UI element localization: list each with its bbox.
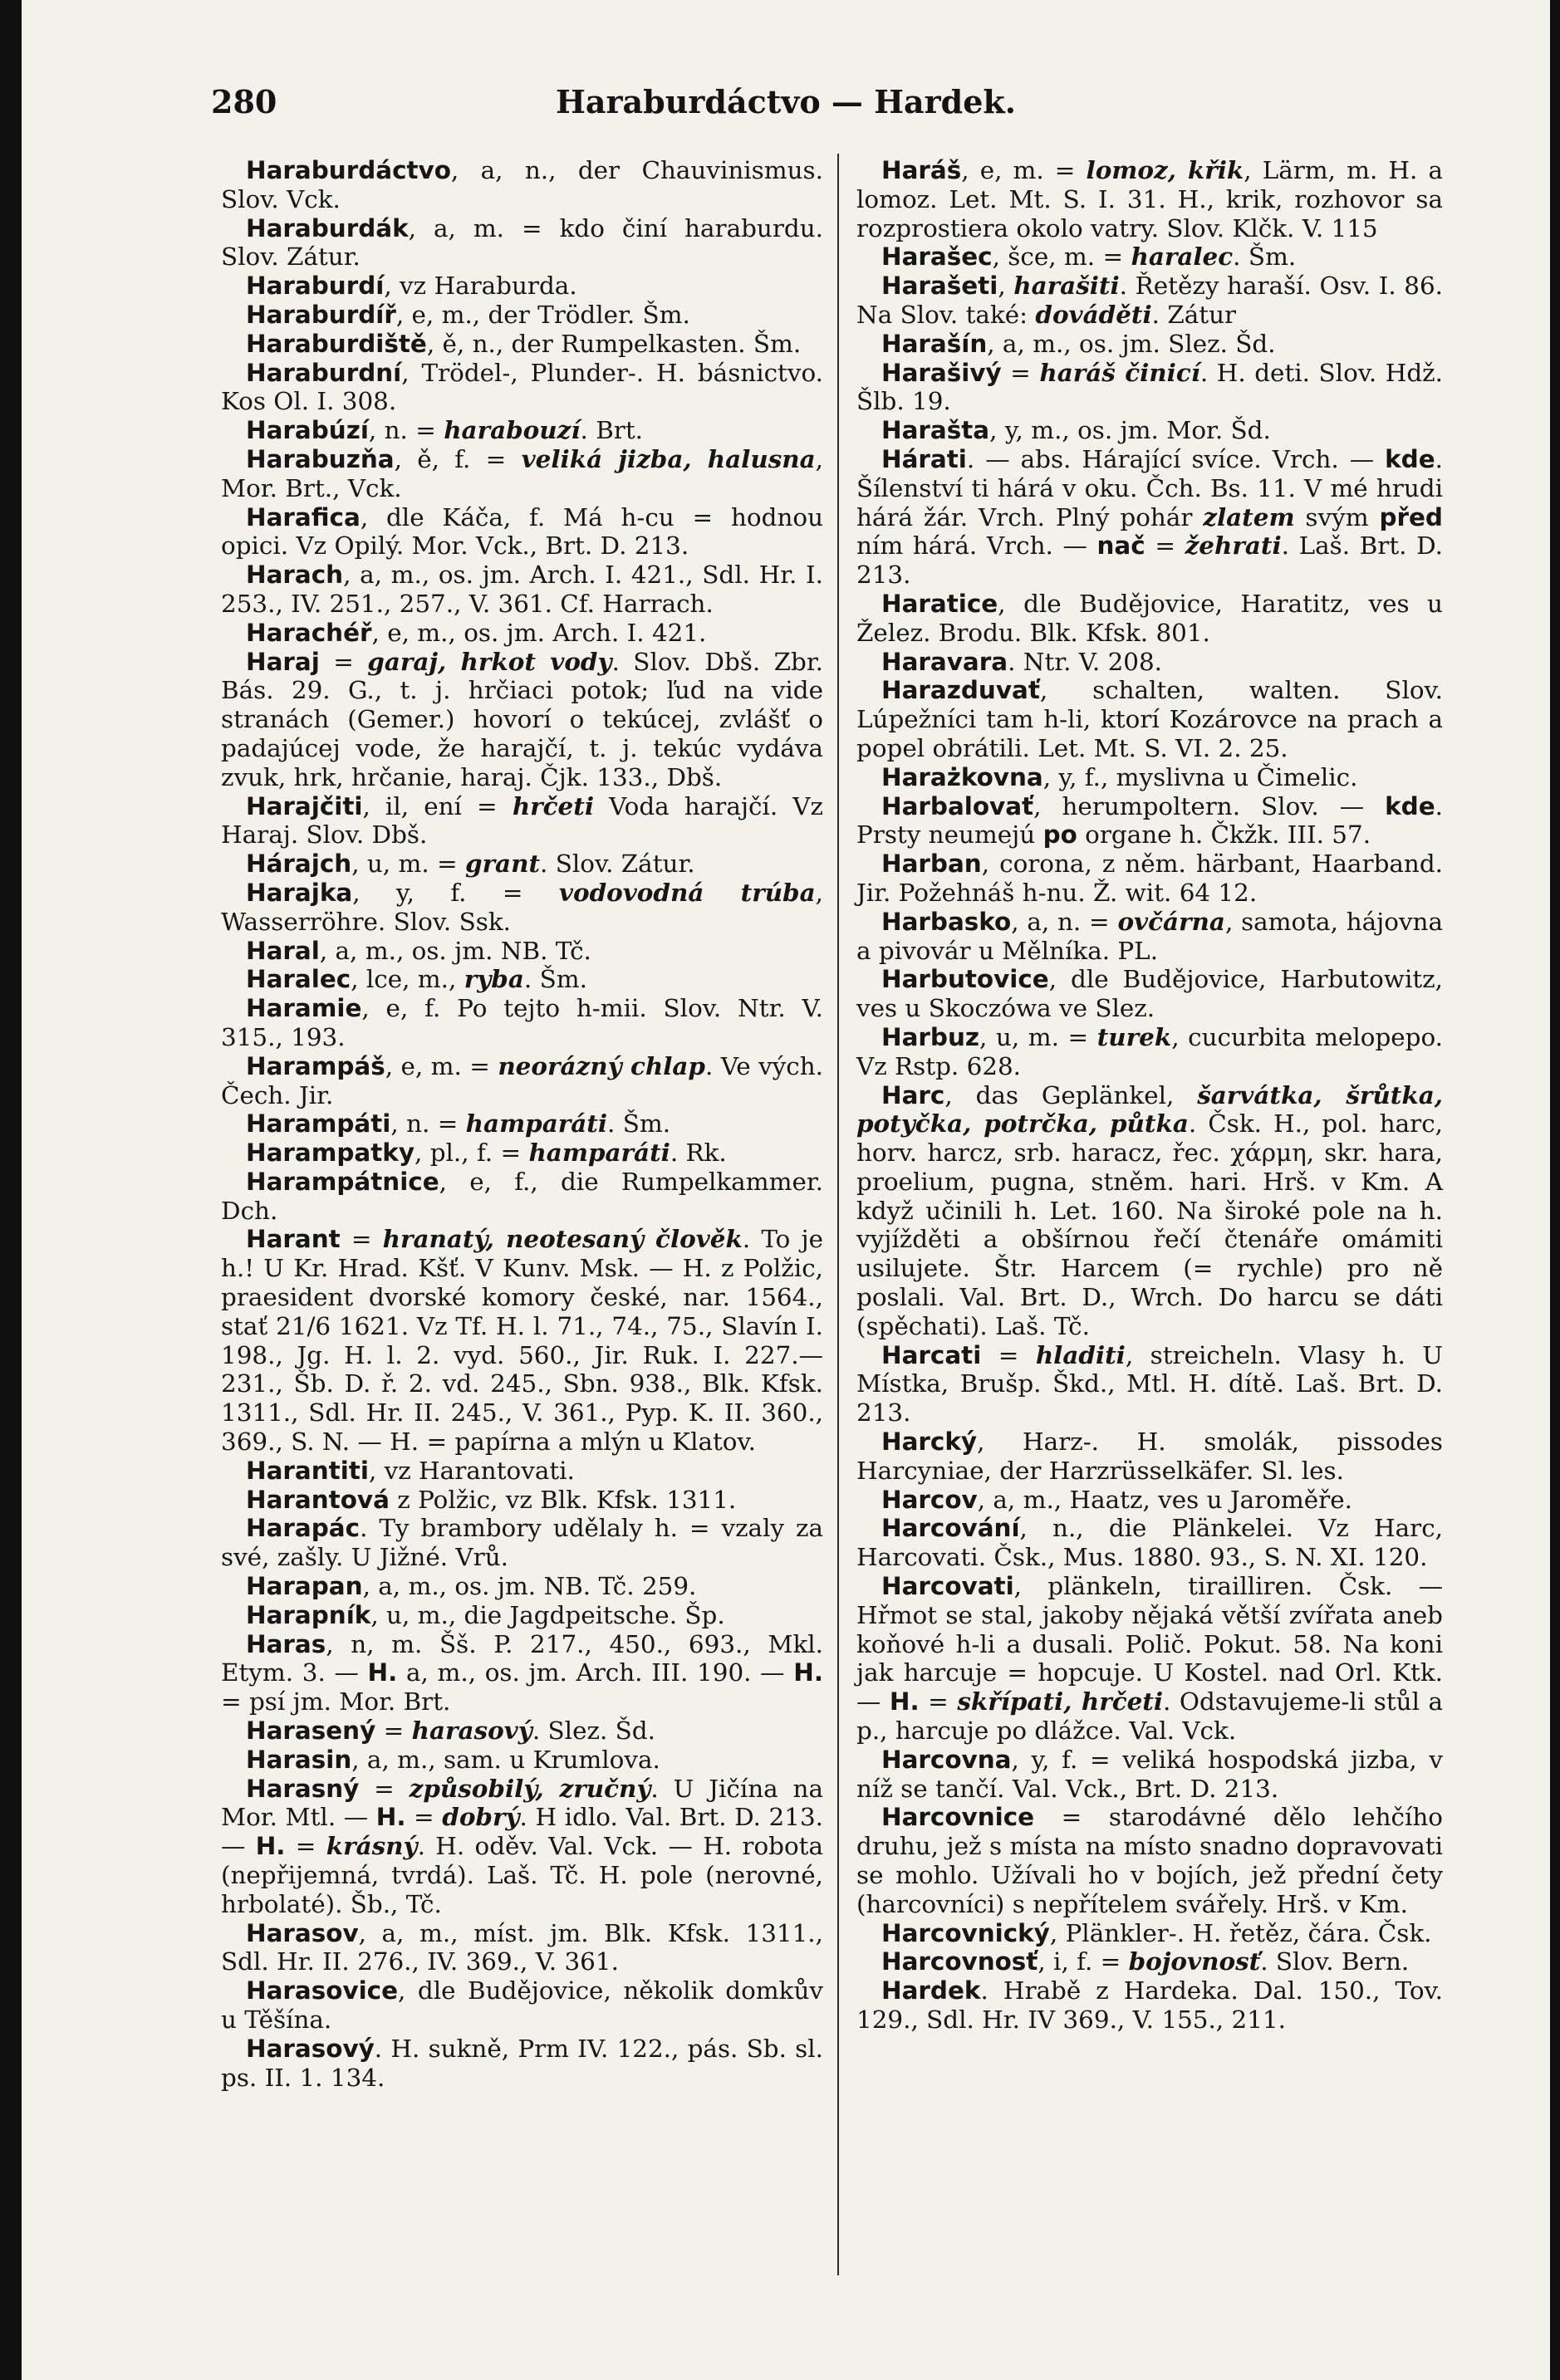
entry-headword: Harašeti [881, 272, 998, 301]
entry-emphasis: garaj, hrkot vody [367, 646, 612, 676]
entry-text: , streicheln. Vlasy h. U Místka, Brušp. Škd., Mtl. H. dítě. Laš. Brt. D. 213. [856, 1340, 1444, 1428]
entry-emphasis: zlatem [1203, 502, 1295, 531]
dictionary-entry [221, 619, 823, 648]
entry-headword: Hárati [881, 444, 967, 473]
entry-headword: Harcovati [881, 1572, 1014, 1601]
entry-text: , lce, m., [351, 965, 464, 994]
entry-emphasis: způsobilý, zručný [409, 1773, 651, 1803]
entry-text: , n. = [390, 1109, 466, 1139]
dictionary-entry [221, 850, 823, 879]
entry-text: . Řetězy haraší. Osv. I. 86. Na Slov. také: [856, 272, 1443, 329]
entry-text: , Plänkler-. H. řetěz, čára. Čsk. [1049, 1918, 1432, 1947]
entry-headword: Harasin [246, 1745, 352, 1774]
dictionary-entry [221, 1630, 823, 1716]
entry-text: . To je h.! U Kr. Hrad. Kšť. V Kunv. Msk. — H. z Polžic, praesident dvorské komory české, nar. 1564., stať 21/6 1621. Vz Tf. H. l. 71., 74., 75., Slavín I. 198., Jg. H. l. 2. vyd. 560., Jir. Ruk. I. 227.—231., Šb. D. ř. 2. vd. 245., Sbn. 938., Blk. Kfsk. 1311., Sdl. Hr. II. 245., V. 361., Pyp. K. II. 360., 369., S. N. — H. = papírna a mlýn u Klatov. [221, 1225, 823, 1457]
dictionary-entry [856, 850, 1443, 908]
dictionary-entry [221, 301, 823, 330]
entry-headword: Harban [881, 850, 982, 879]
entry-emphasis: žehrati [1185, 531, 1282, 561]
right-column [856, 156, 1443, 2035]
entry-text: a, m., os. jm. Arch. III. 190. — [397, 1658, 794, 1687]
entry-headword: Haraburdí [246, 272, 385, 301]
dictionary-entry [221, 792, 823, 850]
entry-text: , a, m., os. jm. Arch. I. 421., Sdl. Hr. I. 253., IV. 251., 257., V. 361. Cf. Harrach. [221, 561, 823, 618]
entry-text: , a, m., sam. u Krumlova. [351, 1745, 660, 1774]
entry-text: , u, m. = [351, 850, 466, 879]
dictionary-entry [856, 1428, 1443, 1486]
entry-text: , Harz-. H. smolák, pissodes Harcyniae, der Harzrüsselkäfer. Sl. les. [856, 1428, 1443, 1485]
entry-emphasis: dobrý [442, 1802, 520, 1832]
dictionary-entry [221, 272, 823, 301]
dictionary-entry [221, 156, 823, 214]
entry-emphasis: neorázný chlap [498, 1050, 705, 1080]
dictionary-entry [221, 1919, 823, 1977]
entry-headword: Harantiti [246, 1456, 369, 1485]
entry-text: z Polžic, vz Blk. Kfsk. 1311. [389, 1485, 737, 1514]
dictionary-entry [856, 1919, 1443, 1948]
dictionary-entry [221, 1225, 823, 1456]
entry-headword: Harabuzňa [246, 444, 395, 473]
entry-text: , a, m., míst. jm. Blk. Kfsk. 1311., Sdl. Hr. II. 276., IV. 369., V. 361. [221, 1918, 823, 1976]
entry-text: = [375, 1716, 412, 1746]
entry-text: , e, m., der Trödler. Šm. [395, 300, 690, 329]
entry-text: . H. sukně, Prm IV. 122., pás. Sb. sl. ps. II. 1. 134. [221, 2034, 823, 2092]
entry-headword: Harach [246, 561, 344, 590]
dictionary-entry [856, 676, 1443, 762]
dictionary-entry [221, 1976, 823, 2035]
entry-headword: Harachéř [246, 618, 372, 647]
entry-text: . H idlo. Val. Brt. D. 213. — [221, 1803, 823, 1861]
entry-subhead: H. [793, 1658, 823, 1687]
entry-headword: Harapan [246, 1572, 363, 1601]
dictionary-entry [221, 1746, 823, 1775]
entry-emphasis: ryba [464, 964, 524, 994]
entry-headword: Harcký [881, 1428, 978, 1457]
dictionary-entry [856, 1514, 1443, 1572]
entry-subhead: po [1042, 820, 1077, 850]
entry-headword: Haraburdní [246, 358, 402, 387]
entry-headword: Harašec [881, 242, 993, 272]
entry-text: . Šm. [1233, 242, 1297, 272]
dictionary-entry [221, 416, 823, 445]
dictionary-entry [221, 445, 823, 503]
entry-subhead: H. [255, 1832, 286, 1861]
entry-headword: Hárajch [246, 850, 352, 879]
entry-text: , e, f. Po tejto h-mii. Slov. Ntr. V. 315., 193. [221, 994, 823, 1051]
entry-text: = starodávné dělo lehčího druhu, jež s místa na místo snadno dopravovati se mohlo. Užívali ho v bojích, jež přední čety (harcovníci) s nepřítelem svářely. Hrš. v Km. [856, 1803, 1443, 1918]
entry-text: , Mor. Brt., Vck. [221, 444, 824, 502]
entry-text: , vz Haraburda. [384, 272, 577, 301]
entry-emphasis: vodovodná trúba [558, 877, 816, 907]
entry-headword: Haras [246, 1629, 326, 1658]
entry-text: , il, ení = [362, 791, 513, 820]
dictionary-entry [856, 242, 1443, 272]
entry-emphasis: turek [1096, 1021, 1172, 1051]
entry-text: , pl., f. = [415, 1139, 529, 1168]
entry-text: , šce, m. = [992, 242, 1131, 272]
entry-headword: Haraburdáctvo [246, 156, 451, 184]
entry-text: , a, n., der Chauvinismus. Slov. Vck. [221, 156, 823, 213]
entry-text: . Šm. [607, 1109, 671, 1139]
entry-headword: Harasov [246, 1918, 359, 1947]
entry-subhead: H. [889, 1687, 920, 1716]
dictionary-entry [221, 503, 823, 561]
entry-text: . Slov. Dbš. Zbr. Bás. 29. G., t. j. hrčiaci potok; ľud na vide stranách (Gemer.) hovorí o tekúcej, zvlášť o padajúcej vode, že harajčí, t. j. tekúc vydáva zvuk, hrk, hrčanie, haraj. Čjk. 133., Dbš. [221, 647, 823, 791]
entry-headword: Harašivý [881, 358, 1002, 387]
entry-headword: Haramie [246, 994, 362, 1023]
entry-headword: Harafica [246, 502, 361, 531]
entry-headword: Harant [246, 1225, 341, 1254]
dictionary-entry [856, 445, 1443, 590]
entry-text: , a, m., Haatz, ves u Jaroměře. [977, 1485, 1352, 1514]
entry-text: . Čsk. H., pol. harc, horv. harcz, srb. haracz, řec. χάρμη, skr. hara, proelium, pugna, stněm. hari. Hrš. v Km. A když učinili h. Let. 160. Na široké pole na h. vyjížděti a obšírnou řečí čtenáře omámiti usilujete. Štr. Harcem (= rychle) pro ně poslali. Val. Brt. D., Wrch. Do harcu se dáti (spěchati). Laš. Tč. [856, 1109, 1443, 1340]
entry-text: = [981, 1340, 1036, 1369]
entry-headword: Harajka [246, 878, 353, 907]
entry-headword: Harasový [246, 2034, 375, 2063]
entry-text: , i, f. = [1038, 1947, 1129, 1976]
entry-text: , e, m. = [385, 1051, 498, 1080]
entry-headword: Harasný [246, 1774, 360, 1803]
dictionary-entry [221, 648, 823, 792]
entry-headword: Haravara [881, 647, 1008, 676]
entry-headword: Harazduvať [881, 676, 1040, 705]
dictionary-entry [221, 1457, 823, 1486]
entry-subhead: H. [375, 1803, 406, 1832]
entry-headword: Harcati [881, 1340, 982, 1369]
entry-headword: Haraburdíř [246, 300, 396, 329]
entry-text: , e, f., die Rumpelkammer. Dch. [221, 1167, 823, 1225]
dictionary-entry [856, 416, 1443, 445]
entry-emphasis: grant [465, 849, 541, 879]
dictionary-entry [221, 1139, 823, 1168]
entry-headword: Harampatky [246, 1139, 415, 1168]
dictionary-entry [856, 359, 1443, 417]
entry-text: , n., die Plänkelei. Vz Harc, Harcovati. Čsk., Mus. 1880. 93., S. N. XI. 120. [856, 1514, 1443, 1572]
dictionary-entry [856, 1572, 1443, 1746]
dictionary-entry [221, 1775, 823, 1919]
entry-subhead: H. [367, 1658, 398, 1687]
entry-headword: Haralec [246, 965, 351, 994]
entry-text: . Slov. Zátur. [540, 850, 695, 879]
entry-text: , a, m. = kdo činí haraburdu. Slov. Zátur. [221, 213, 823, 272]
entry-text: , y, f., myslivna u Čimelic. [1042, 762, 1358, 791]
dictionary-entry [856, 1081, 1443, 1341]
entry-text: , [998, 272, 1014, 301]
dictionary-entry [221, 879, 823, 937]
page-number: 280 [211, 83, 277, 120]
entry-text: , Trödel-, Plunder-. H. básnictvo. Kos Ol. I. 308. [221, 358, 823, 416]
entry-text: , a, m., os. jm. Slez. Šd. [987, 329, 1276, 358]
entry-text: . Ve vých. Čech. Jir. [221, 1051, 824, 1109]
dictionary-entry [221, 561, 823, 619]
entry-text: svým [1294, 502, 1380, 531]
entry-text: , dle Budějovice, několik domkův u Těšína. [221, 1976, 823, 2034]
dictionary-page [22, 0, 1550, 2380]
entry-emphasis: haralec [1131, 242, 1234, 272]
dictionary-entry [221, 937, 823, 966]
entry-text: . Šílenství ti hárá v oku. Čch. Bs. 11. V mé hrudi hárá žár. Vrch. Plný pohár [856, 444, 1443, 531]
entry-subhead: kde [1385, 444, 1435, 473]
dictionary-entry [856, 330, 1443, 359]
entry-headword: Haratice [881, 589, 998, 618]
dictionary-entry [221, 1109, 823, 1139]
dictionary-entry [221, 214, 823, 272]
dictionary-entry [221, 1168, 823, 1226]
entry-headword: Harcov [881, 1485, 978, 1514]
dictionary-entry [221, 1572, 823, 1601]
entry-text: organe h. Čkžk. III. 57. [1077, 820, 1371, 850]
column-divider [837, 154, 839, 2275]
entry-text: = [919, 1687, 958, 1716]
entry-subhead: nač [1096, 531, 1145, 561]
entry-text: = [1145, 531, 1185, 561]
entry-text: . H. deti. Slov. Hdž. Šlb. 19. [856, 358, 1444, 416]
entry-text: , n. = [368, 416, 444, 445]
entry-headword: Harampáti [246, 1109, 391, 1139]
entry-emphasis: hamparáti [528, 1138, 670, 1168]
entry-text: . Slov. Bern. [1260, 1947, 1410, 1976]
dictionary-entry [856, 1486, 1443, 1515]
entry-text: , a, n. = [1011, 907, 1118, 936]
entry-emphasis: harabouzí [444, 415, 581, 445]
dictionary-entry [221, 330, 823, 359]
entry-text: . Rk. [670, 1139, 727, 1168]
dictionary-entry [856, 590, 1443, 648]
left-column [221, 156, 823, 2092]
dictionary-entry [221, 1716, 823, 1746]
entry-text: , u, m., die Jagdpeitsche. Šp. [370, 1600, 725, 1629]
entry-emphasis: lomoz, křik [1086, 155, 1244, 184]
entry-text: = [405, 1803, 443, 1832]
entry-emphasis: ovčárna [1117, 906, 1225, 936]
entry-headword: Harcovnosť [881, 1947, 1038, 1976]
entry-text: . Prsty neumejú [856, 791, 1443, 850]
entry-emphasis: skřípati, hrčeti [957, 1687, 1164, 1716]
entry-text: . Ntr. V. 208. [1008, 647, 1163, 676]
entry-text: , u, m. = [979, 1022, 1097, 1051]
running-title: Haraburdáctvo — Hardek. [555, 83, 1016, 120]
entry-headword: Harbalovať [881, 791, 1034, 820]
entry-text: , herumpoltern. Slov. — [1033, 791, 1386, 820]
entry-emphasis: veliká jizba, halusna [521, 443, 816, 473]
entry-text: . U Jičína na Mor. Mtl. — [221, 1774, 823, 1832]
entry-text: = [340, 1225, 383, 1254]
dictionary-entry [856, 1341, 1443, 1428]
dictionary-entry [856, 272, 1443, 330]
entry-headword: Harajčiti [246, 791, 363, 820]
entry-emphasis: krásný [326, 1831, 418, 1861]
dictionary-entry [856, 1746, 1443, 1804]
entry-headword: Harantová [246, 1485, 390, 1514]
entry-emphasis: hamparáti [465, 1109, 608, 1139]
page-header [22, 83, 1550, 141]
entry-emphasis: šarvátka, šrůtka, potyčka, potrčka, půtka [856, 1080, 1443, 1139]
entry-text: , schalten, walten. Slov. Lúpežníci tam h-li, ktorí Kozárovce na prach a popel obrátili. Let. Mt. S. VI. 2. 25. [856, 676, 1443, 762]
entry-text: , a, m., os. jm. NB. Tč. [319, 936, 591, 965]
entry-text: , ě, n., der Rumpelkasten. Šm. [426, 329, 802, 358]
entry-subhead: před [1379, 502, 1443, 531]
entry-headword: Harasený [246, 1716, 376, 1746]
entry-text: , ě, f. = [394, 444, 522, 473]
entry-headword: Harcování [881, 1514, 1020, 1543]
entry-headword: Harampátnice [246, 1167, 439, 1196]
entry-headword: Haraj [246, 647, 320, 676]
entry-text: . Slez. Šd. [532, 1716, 655, 1746]
dictionary-entry [221, 965, 823, 994]
entry-headword: Harcovnický [881, 1918, 1050, 1947]
entry-headword: Harcovna [881, 1745, 1012, 1774]
entry-emphasis: hladiti [1035, 1339, 1126, 1369]
entry-text: , a, m., os. jm. NB. Tč. 259. [362, 1572, 697, 1601]
entry-headword: Harašta [881, 416, 990, 445]
entry-text: , corona, z něm. härbant, Haarband. Jir. Požehnáš h-nu. Ž. wit. 64 12. [856, 850, 1443, 907]
entry-text: , e, m., os. jm. Arch. I. 421. [371, 618, 707, 647]
entry-text: . — abs. Hárající svíce. Vrch. — [966, 444, 1386, 473]
dictionary-entry [856, 792, 1443, 850]
entry-emphasis: dováděti [1035, 299, 1152, 329]
entry-headword: Haraburdák [246, 213, 409, 242]
entry-headword: Harampáš [246, 1051, 385, 1080]
dictionary-entry [221, 1486, 823, 1515]
entry-text: = [1001, 358, 1040, 387]
entry-headword: Harbutovice [881, 965, 1049, 994]
dictionary-entry [856, 1023, 1443, 1081]
entry-emphasis: hranatý, neotesaný člověk [382, 1224, 743, 1254]
entry-text: , n, m. Šš. P. 217., 450., 693., Mkl. Etym. 3. — [221, 1629, 823, 1687]
entry-subhead: kde [1385, 791, 1435, 820]
entry-text: = [319, 647, 368, 676]
dictionary-entry [856, 908, 1443, 966]
entry-headword: Harażkovna [881, 762, 1043, 791]
entry-text: = psí jm. Mor. Brt. [221, 1687, 451, 1716]
entry-text: , vz Harantovati. [368, 1456, 575, 1485]
entry-headword: Hardek [881, 1976, 981, 2005]
entry-text: = [285, 1832, 326, 1861]
entry-emphasis: harašiti [1013, 271, 1120, 301]
entry-emphasis: harasový [411, 1716, 532, 1746]
entry-headword: Harabúzí [246, 416, 369, 445]
entry-text: , y, m., os. jm. Mor. Šd. [989, 416, 1271, 445]
entry-text: . Ty brambory udělaly h. = vzaly za své, zašly. U Jižné. Vrů. [221, 1514, 823, 1572]
dictionary-entry [221, 1052, 823, 1110]
dictionary-entry [221, 1601, 823, 1630]
dictionary-entry [856, 1803, 1443, 1918]
entry-headword: Harbasko [881, 907, 1012, 936]
entry-text: . Hrabě z Hardeka. Dal. 150., Tov. 129., Sdl. Hr. IV 369., V. 155., 211. [856, 1976, 1443, 2034]
entry-headword: Harapník [246, 1600, 371, 1629]
entry-headword: Harbuz [881, 1022, 979, 1051]
dictionary-entry [856, 1947, 1443, 1976]
entry-headword: Harašín [881, 329, 988, 358]
entry-text: , dle Budějovice, Haratitz, ves u Želez. Brodu. Blk. Kfsk. 801. [856, 589, 1443, 647]
dictionary-entry [221, 994, 823, 1052]
entry-text: . Zátur [1151, 300, 1237, 329]
entry-text: , dle Budějovice, Harbutowitz, ves u Skoczówa ve Slez. [856, 965, 1443, 1023]
dictionary-entry [221, 2035, 823, 2093]
entry-headword: Harapác [246, 1514, 361, 1543]
entry-text: , Wasserröhre. Slov. Ssk. [221, 878, 823, 936]
dictionary-entry [856, 965, 1443, 1023]
entry-text: . Šm. [523, 965, 587, 994]
dictionary-entry [221, 1514, 823, 1572]
entry-text: = [359, 1774, 410, 1803]
entry-text: , samota, hájovna a pivovár u Mělníka. PL. [856, 907, 1444, 965]
entry-text: , das Geplänkel, [944, 1080, 1198, 1109]
entry-headword: Harc [881, 1080, 945, 1109]
entry-text: , y, f. = veliká hospodská jizba, v níž se tančí. Val. Vck., Brt. D. 213. [856, 1745, 1443, 1803]
entry-text: , e, m. = [961, 156, 1087, 184]
entry-headword: Haráš [881, 156, 962, 184]
dictionary-entry [856, 763, 1443, 792]
dictionary-entry [856, 1976, 1443, 2035]
entry-headword: Haraburdiště [246, 329, 427, 358]
entry-text: . Brt. [580, 416, 644, 445]
entry-text: . Laš. Brt. D. 213. [856, 531, 1443, 590]
entry-headword: Harasovice [246, 1976, 399, 2005]
entry-text: , Lärm, m. H. a lomoz. Let. Mt. S. I. 31. H., krik, rozhovor sa rozprostiera okolo vatry. Slov. Klčk. V. 115 [856, 156, 1443, 242]
entry-text: Voda harajčí. Vz Haraj. Slov. Dbš. [221, 791, 824, 850]
dictionary-entry [856, 156, 1443, 242]
entry-emphasis: haráš činicí [1039, 357, 1200, 387]
entry-text: ním hárá. Vrch. — [856, 531, 1097, 561]
entry-headword: Harcovnice [881, 1803, 1035, 1832]
entry-text: , cucurbita melopepo. Vz Rstp. 628. [856, 1022, 1443, 1080]
entry-text: , dle Káča, f. Má h-cu = hodnou opici. Vz Opilý. Mor. Vck., Brt. D. 213. [221, 502, 823, 561]
dictionary-entry [856, 648, 1443, 677]
entry-emphasis: hrčeti [512, 791, 595, 820]
entry-text: , y, f. = [352, 878, 559, 907]
entry-headword: Haral [246, 936, 320, 965]
dictionary-entry [221, 359, 823, 417]
entry-text: . Odstavujeme-li stůl a p., harcuje po dlážce. Val. Vck. [856, 1687, 1443, 1746]
entry-text: . H. oděv. Val. Vck. — H. robota (nepřijemná, tvrdá). Laš. Tč. H. pole (nerovné, hrbolaté). Šb., Tč. [221, 1832, 824, 1918]
entry-emphasis: bojovnosť [1128, 1947, 1261, 1976]
entry-text: , plänkeln, tirailliren. Čsk. — Hřmot se stal, jakoby nějaká větší zvířata aneb koňové h-li a dusali. Polič. Pokut. 58. Na koni jak harcuje = hopcuje. U Kostel. nad Orl. Ktk. — [856, 1572, 1443, 1716]
